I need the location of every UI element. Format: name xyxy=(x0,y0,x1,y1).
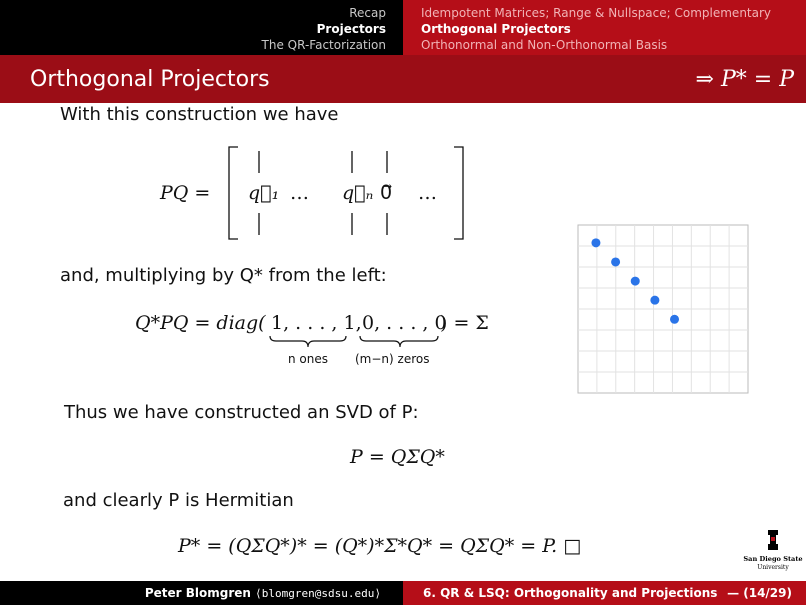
label-n-ones: n ones xyxy=(288,352,329,366)
text-hermitian: and clearly P is Hermitian xyxy=(63,490,294,511)
nav-subsection-orthogonal[interactable]: Orthogonal Projectors xyxy=(421,22,571,36)
nav-subsection-basis[interactable]: Orthonormal and Non-Orthonormal Basis xyxy=(421,38,668,52)
hermitian-equation: P* = (QΣQ*)* = (Q*)*Σ*Q* = QΣQ* = P. □ xyxy=(178,535,582,557)
matrix-col-dots2: … xyxy=(418,182,437,204)
diag-ones: 1, . . . , 1, xyxy=(271,312,362,334)
title-bar xyxy=(0,55,806,103)
footer xyxy=(0,581,806,605)
text-multiplying: and, multiplying by Q* from the left: xyxy=(60,265,387,286)
logo-line2: University xyxy=(757,564,789,571)
diagonal-dot xyxy=(670,315,679,324)
slide-title: Orthogonal Projectors xyxy=(30,67,270,92)
nav-subsection-idempotent[interactable]: Idempotent Matrices; Range & Nullspace; Complementary xyxy=(421,6,772,20)
nav-section-projectors[interactable]: Projectors xyxy=(316,22,386,36)
nav-section-qr[interactable]: The QR-Factorization xyxy=(261,38,386,52)
diagonal-dot xyxy=(631,277,640,286)
footer-course-title: 6. QR & LSQ: Orthogonality and Projections xyxy=(423,586,718,600)
matrix-col-zero: 0⃗ xyxy=(380,182,393,204)
diag-rhs: ) = Σ xyxy=(440,312,489,334)
logo-line1: San Diego State xyxy=(743,555,803,563)
diagonal-dot xyxy=(611,257,620,266)
footer-course xyxy=(403,581,806,605)
section-nav xyxy=(0,0,403,55)
top-navigation xyxy=(0,0,806,55)
matrix-col-dots1: … xyxy=(290,182,309,204)
footer-author-name: Peter Blomgren xyxy=(144,586,251,600)
diag-zeros: 0, . . . , 0 xyxy=(362,312,447,334)
footer-email: ⟨blomgren@sdsu.edu⟩ xyxy=(255,587,381,600)
text-svd-intro: Thus we have constructed an SVD of P: xyxy=(64,402,419,423)
label-zeros: (m−n) zeros xyxy=(355,352,430,366)
footer-page-number: — (14/29) xyxy=(727,586,792,600)
diagonal-dot-grid xyxy=(577,224,749,394)
matrix-col-q1: q⃗₁ xyxy=(248,182,280,204)
underbraces xyxy=(268,335,448,349)
sdsu-logo xyxy=(742,528,804,576)
matrix-col-qn: q⃗ₙ xyxy=(342,182,374,204)
pq-lhs: PQ = xyxy=(160,182,211,204)
svd-equation: P = QΣQ* xyxy=(350,446,445,468)
diagonal-dot xyxy=(591,238,600,247)
subsection-nav xyxy=(403,0,806,55)
text-construction: With this construction we have xyxy=(60,104,339,125)
title-aside-formula: ⇒ P* = P xyxy=(695,67,794,92)
diagonal-dot xyxy=(650,296,659,305)
footer-author xyxy=(0,581,403,605)
nav-section-recap[interactable]: Recap xyxy=(349,6,386,20)
diag-lhs: Q*PQ = diag( xyxy=(135,312,266,334)
